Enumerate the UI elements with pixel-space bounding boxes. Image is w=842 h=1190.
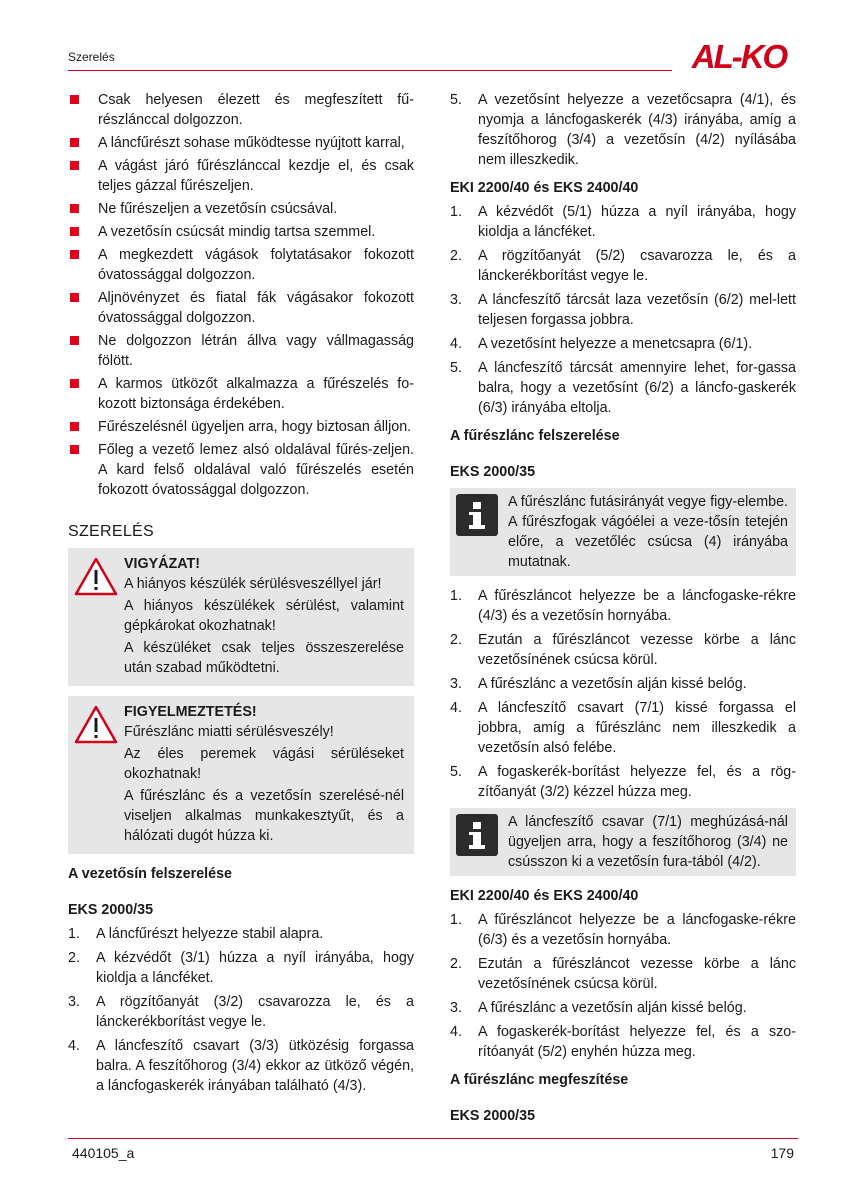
list-item: Aljnövényzet és fiatal fák vágásakor fokozott óvatossággal dolgozzon. <box>68 288 414 328</box>
bullet-square-icon <box>70 204 79 213</box>
list-item: Ne fűrészeljen a vezetősín csúcsával. <box>68 199 414 219</box>
bullet-square-icon <box>70 293 79 302</box>
warning-title: VIGYÁZAT! <box>124 556 200 572</box>
list-item: 4. A láncfeszítő csavart (3/3) ütközésig forgassa balra. A feszítőhorog (3/4) ekkor az ütköző végén, a láncfogaskerék irányában található (4/3). <box>68 1038 414 1094</box>
step-list <box>450 90 796 170</box>
list-item: A vágást járó fűrészlánccal kezdje el, és csak teljes gázzal fűrészeljen. <box>68 156 414 196</box>
list-item: Csak helyesen élezett és megfeszített fű-részlánccal dolgozzon. <box>68 90 414 130</box>
list-item: Fűrészelésnél ügyeljen arra, hogy biztosan álljon. <box>68 417 414 437</box>
list-item: 5. A láncfeszítő tárcsát amennyire lehet, for-gassa balra, hogy a vezetősínt (6/2) a láncfo-gaskerék (6/3) irányába eltolja. <box>450 360 796 416</box>
list-item: Főleg a vezető lemez alsó oldalával fűrés-zeljen. A kard felső oldalával való fűrészelés esetén fokozott óvatossággal dolgozzon. <box>68 440 414 500</box>
bullet-square-icon <box>70 161 79 170</box>
list-item: 1. A fűrészláncot helyezze be a láncfogaske-rékre (4/3) és a vezetősín hornyába. <box>450 588 796 624</box>
list-item: 4. A fogaskerék-borítást helyezze fel, és a szo-rítóanyát (5/2) enyhén húzza meg. <box>450 1024 796 1060</box>
info-text: A láncfeszítő csavar (7/1) meghúzásá-nál ügyeljen arra, hogy a feszítőhorog (3/4) ne csússzon ki a vezetősín fura-tából (4/2). <box>508 814 788 870</box>
list-item: 1. A fűrészláncot helyezze be a láncfogaske-rékre (6/3) és a vezetősín hornyába. <box>450 912 796 948</box>
warning-text: A hiányos készülékek sérülést, valamint gépkárokat okozhatnak! <box>124 598 404 634</box>
list-item: 3. A láncfeszítő tárcsát laza vezetősín (6/2) mel-lett teljesen forgassa jobbra. <box>450 292 796 328</box>
list-item: A láncfűrészt sohase működtesse nyújtott karral, <box>68 133 414 153</box>
left-column <box>68 90 414 1100</box>
header-title: Szerelés <box>68 50 115 64</box>
bullet-square-icon <box>70 336 79 345</box>
header-rule <box>68 70 672 71</box>
bullet-square-icon <box>70 95 79 104</box>
list-item: 3. A fűrészlánc a vezetősín alján kissé belóg. <box>450 1000 747 1016</box>
list-item: 3. A rögzítőanyát (3/2) csavarozza le, és a lánckerékborítást vegye le. <box>68 994 414 1030</box>
bullet-square-icon <box>70 250 79 259</box>
info-box <box>450 488 796 576</box>
bullet-square-icon <box>70 445 79 454</box>
document-id: 440105_a <box>72 1145 135 1161</box>
warning-text: A készüléket csak teljes összeszerelése után szabad működtetni. <box>124 640 404 676</box>
list-item: Ne dolgozzon létrán állva vagy vállmagasság fölött. <box>68 331 414 371</box>
warning-text: A fűrészlánc és a vezetősín szerelésé-nél viseljen alkalmas munkakesztyűt, és a hálózati dugót húzza ki. <box>124 788 404 844</box>
warning-text: A hiányos készülék sérülésveszéllyel jár! <box>124 576 382 592</box>
bullet-square-icon <box>70 227 79 236</box>
page-number: 179 <box>770 1145 794 1161</box>
subsection-title: A fűrészlánc felszerelése <box>450 428 620 444</box>
info-text: A fűrészlánc futásirányát vegye figy-elembe. A fűrészfogak vágóélei a veze-tősín tetején előre, a vezetőléc csúcsa (4) irányába mutatnak. <box>508 494 788 570</box>
model-heading: EKS 2000/35 <box>450 1108 536 1124</box>
list-item: 2. A rögzítőanyát (5/2) csavarozza le, és a lánckerékborítást vegye le. <box>450 248 796 284</box>
bullet-square-icon <box>70 422 79 431</box>
list-item: A megkezdett vágások folytatásakor fokozott óvatossággal dolgozzon. <box>68 245 414 285</box>
list-item: 4. A vezetősínt helyezze a menetcsapra (6/1). <box>450 336 753 352</box>
bullet-square-icon <box>70 138 79 147</box>
info-box <box>450 808 796 876</box>
warning-triangle-icon <box>74 556 118 596</box>
footer-rule <box>68 1138 798 1139</box>
bullet-square-icon <box>70 379 79 388</box>
list-item: 1. A láncfűrészt helyezze stabil alapra. <box>68 926 324 942</box>
list-item: A vezetősín csúcsát mindig tartsa szemmel. <box>68 222 414 242</box>
list-item: 1. A kézvédőt (5/1) húzza a nyíl irányába, hogy kioldja a láncféket. <box>450 204 796 240</box>
list-item: 4. A láncfeszítő csavart (7/1) kissé forgassa el jobbra, amíg a fűrészlánc nem illeszkedik a vezetősín alsó felébe. <box>450 700 796 756</box>
step-list <box>450 586 796 802</box>
warning-text: Fűrészlánc miatti sérülésveszély! <box>124 724 334 740</box>
warning-title: FIGYELMEZTETÉS! <box>124 704 257 720</box>
model-heading: EKS 2000/35 <box>68 902 154 918</box>
model-heading: EKS 2000/35 <box>450 464 536 480</box>
list-item: 3. A fűrészlánc a vezetősín alján kissé belóg. <box>450 676 747 692</box>
info-icon <box>456 814 498 856</box>
step-list <box>450 910 796 1062</box>
subsection-title: A vezetősín felszerelése <box>68 866 232 882</box>
warning-box-caution <box>68 548 414 686</box>
list-item: 5. A fogaskerék-borítást helyezze fel, és a rög-zítőanyát (3/2) kézzel húzza meg. <box>450 764 796 800</box>
al-ko-logo <box>680 40 798 74</box>
warning-box-alert <box>68 696 414 854</box>
right-column <box>450 90 796 1130</box>
step-list <box>450 202 796 418</box>
list-item: 2. Ezután a fűrészláncot vezesse körbe a lánc vezetősínének csúcsa körül. <box>450 632 796 668</box>
info-icon <box>456 494 498 536</box>
safety-bullet-list <box>68 90 414 500</box>
list-item: A karmos ütközőt alkalmazza a fűrészelés fo-kozott biztonsága érdekében. <box>68 374 414 414</box>
subsection-title: A fűrészlánc megfeszítése <box>450 1072 629 1088</box>
warning-triangle-icon <box>74 704 118 744</box>
model-heading: EKI 2200/40 és EKS 2400/40 <box>450 180 639 196</box>
logo-text: AL-KO <box>691 38 787 75</box>
warning-text: Az éles peremek vágási sérüléseket okozhatnak! <box>124 746 404 782</box>
step-list <box>68 924 414 1096</box>
list-item: 2. Ezután a fűrészláncot vezesse körbe a lánc vezetősínének csúcsa körül. <box>450 956 796 992</box>
model-heading: EKI 2200/40 és EKS 2400/40 <box>450 888 639 904</box>
list-item: 5. A vezetősínt helyezze a vezetőcsapra (4/1), és nyomja a láncfogaskerék (4/3) irányába, amíg a feszítőhorog (3/4) a vezetősín (4/2) nyílásába nem illeszkedik. <box>450 92 796 168</box>
list-item: 2. A kézvédőt (3/1) húzza a nyíl irányába, hogy kioldja a láncféket. <box>68 950 414 986</box>
section-title: SZERELÉS <box>68 523 154 540</box>
